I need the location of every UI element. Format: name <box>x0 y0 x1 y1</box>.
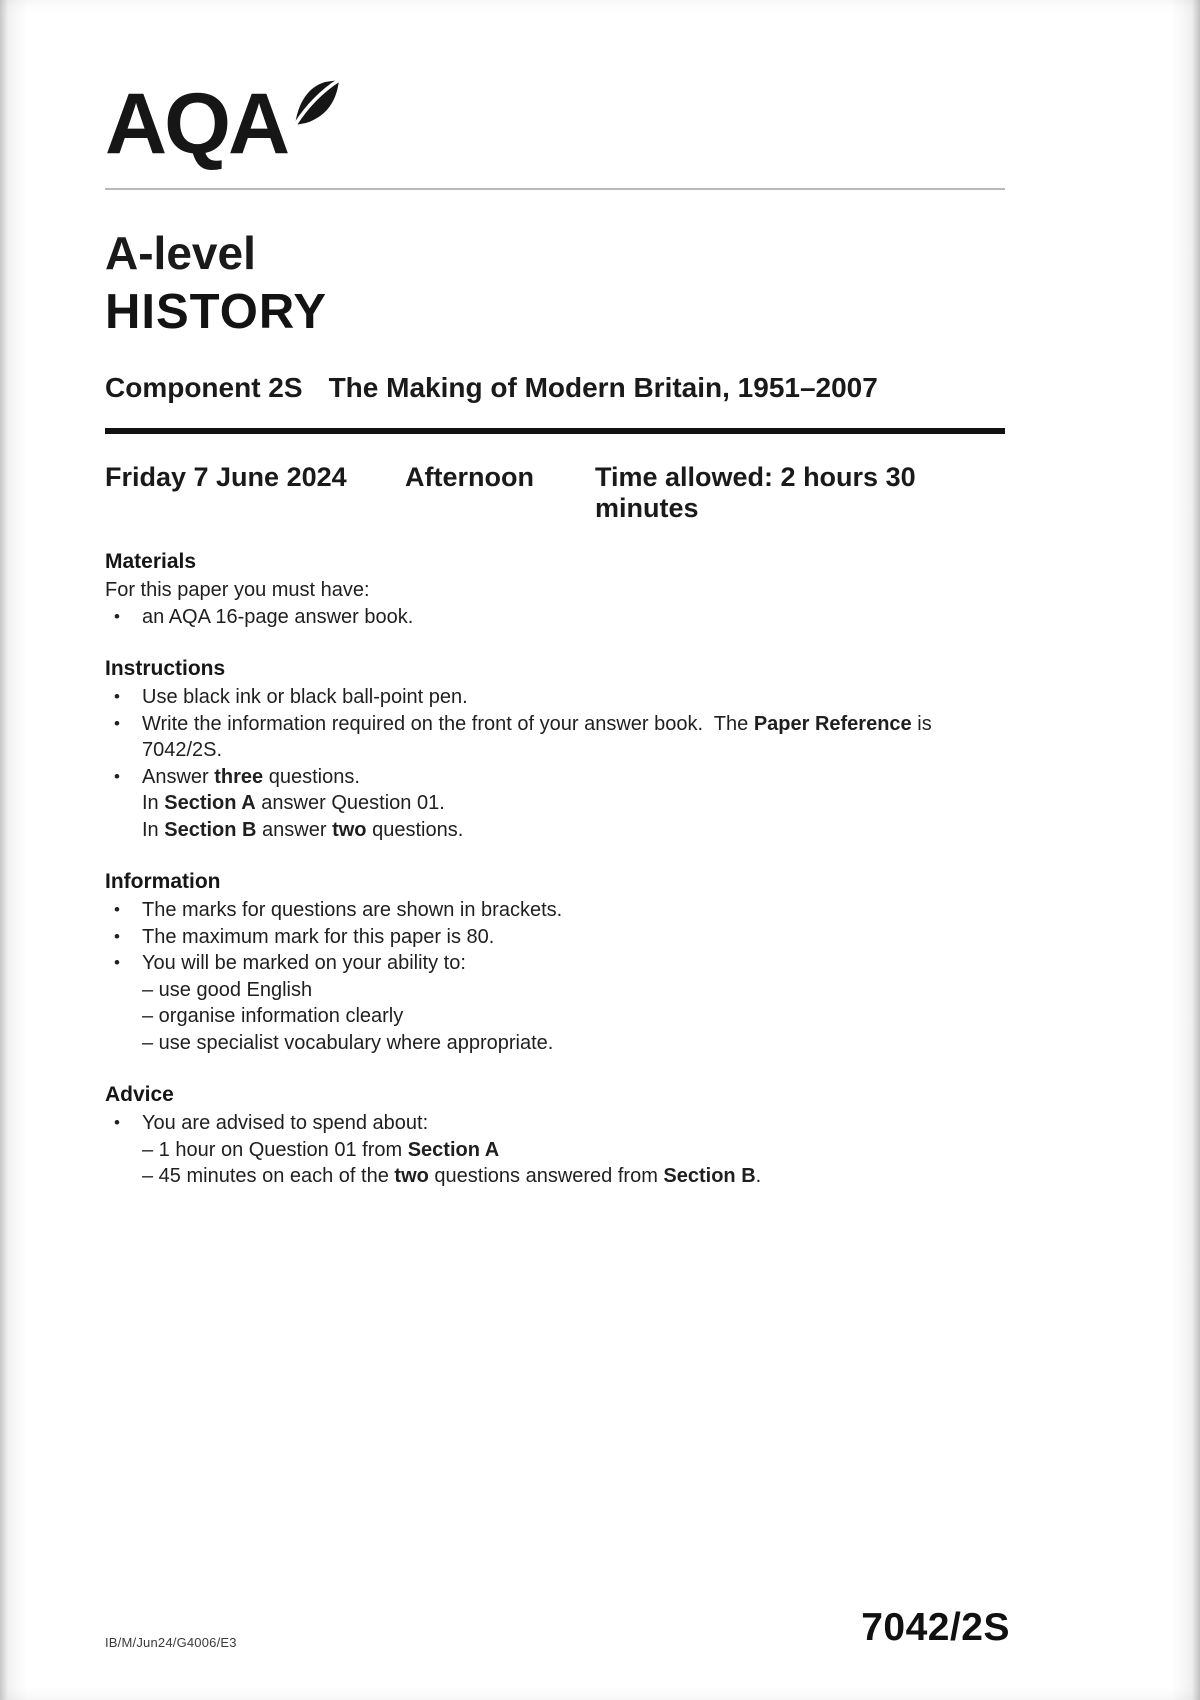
bullet-icon: • <box>114 687 120 706</box>
bullet-icon: • <box>114 606 120 626</box>
line-text: For this paper you must have: <box>105 579 370 601</box>
line-text: You will be marked on your ability to: <box>142 952 466 974</box>
aqa-logo <box>105 76 1005 172</box>
exam-date: Friday 7 June 2024 <box>105 462 347 492</box>
line-text: Write the information required on the front of your answer book. The Paper Reference is 7042/2S. <box>142 712 932 761</box>
bullet-icon: • <box>114 766 120 786</box>
section-instructions <box>105 657 1005 843</box>
component-title <box>105 372 1005 404</box>
line-text: – organise information clearly <box>142 1005 404 1027</box>
section-information <box>105 870 1005 1056</box>
header-divider <box>105 188 1005 190</box>
aqa-logo-text: AQA <box>105 76 288 172</box>
component-name: The Making of Modern Britain, 1951–2007 <box>328 372 878 403</box>
subject-title: HISTORY <box>105 285 328 339</box>
component-label: Component 2S <box>105 372 303 403</box>
line-text: You are advised to spend about: <box>142 1112 429 1134</box>
section-divider-rule <box>105 428 1005 434</box>
bullet-icon: • <box>114 926 120 946</box>
aqa-leaf-icon <box>291 78 343 133</box>
sub-line <box>105 790 1005 817</box>
exam-meta-row <box>105 462 1005 524</box>
bullet-line <box>105 924 1005 951</box>
paper-header <box>105 76 1005 524</box>
line-text: The marks for questions are shown in brackets. <box>142 899 563 921</box>
sub-line <box>105 1003 1005 1030</box>
section-heading: Materials <box>105 550 197 573</box>
front-page-sections <box>105 550 1005 1190</box>
intro-line <box>105 577 1005 604</box>
line-text: In Section A answer Question 01. <box>142 792 445 814</box>
document-code: IB/M/Jun24/G4006/E3 <box>105 1635 237 1650</box>
exam-session: Afternoon <box>405 462 534 492</box>
section-heading: Instructions <box>105 657 226 680</box>
line-text: an AQA 16-page answer book. <box>142 605 414 628</box>
line-text: In Section B answer two questions. <box>142 818 464 841</box>
line-text: – use specialist vocabulary where appropriate. <box>142 1031 554 1054</box>
bullet-icon: • <box>114 953 120 972</box>
line-text: Use black ink or black ball-point pen. <box>142 686 468 708</box>
bullet-line <box>105 950 1005 977</box>
section-materials <box>105 550 1005 630</box>
line-text: Answer three questions. <box>142 765 360 788</box>
sub-line <box>105 1030 1005 1057</box>
section-heading: Information <box>105 870 221 893</box>
sub-line <box>105 1137 1005 1164</box>
line-text: – use good English <box>142 978 313 1001</box>
bullet-line <box>105 711 1005 764</box>
section-advice <box>105 1083 1005 1190</box>
sub-line <box>105 977 1005 1004</box>
sub-line <box>105 817 1005 844</box>
line-text: – 1 hour on Question 01 from Section A <box>142 1138 500 1161</box>
bullet-icon: • <box>114 900 120 919</box>
bullet-icon: • <box>114 1113 120 1132</box>
time-allowed: Time allowed: 2 hours 30 minutes <box>595 462 916 523</box>
bullet-line <box>105 764 1005 791</box>
qualification-title: A-level <box>105 227 256 279</box>
sub-line <box>105 1163 1005 1190</box>
bullet-line <box>105 897 1005 924</box>
bullet-icon: • <box>114 713 120 733</box>
line-text: The maximum mark for this paper is 80. <box>142 925 495 948</box>
section-heading: Advice <box>105 1083 174 1106</box>
bullet-line <box>105 684 1005 711</box>
paper-reference: 7042/2S <box>861 1606 1010 1649</box>
bullet-line <box>105 604 1005 631</box>
line-text: – 45 minutes on each of the two questions answered from Section B. <box>142 1165 762 1187</box>
paper-footer <box>105 1606 1010 1650</box>
bullet-line <box>105 1110 1005 1137</box>
